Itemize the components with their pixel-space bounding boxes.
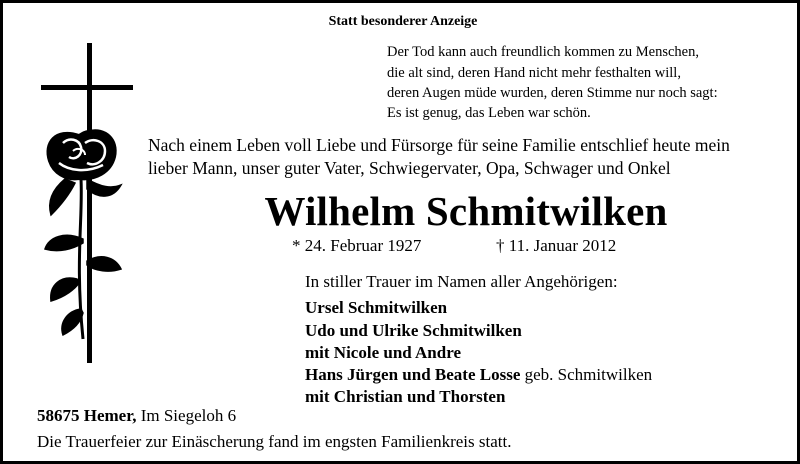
family-line-3: mit Nicole und Andre [305,343,462,362]
intro-line-2: lieber Mann, unser guter Vater, Schwiegervater, Opa, Schwager und Onkel [148,158,671,178]
poem-line-1: Der Tod kann auch freundlich kommen zu Menschen, [387,44,699,60]
poem-line-4: Es ist genug, das Leben war schön. [387,105,591,121]
poem-line-3: deren Augen müde wurden, deren Stimme nur noch sagt: [387,85,718,101]
family-line-5: mit Christian und Thorsten [305,387,506,406]
family-line-4-names: Hans Jürgen und Beate Losse [305,365,521,384]
address-street: Im Siegeloh 6 [136,406,237,425]
family-line-4-maiden: geb. Schmitwilken [520,365,653,384]
poem-line-2: die alt sind, deren Hand nicht mehr festhalten will, [387,65,681,81]
death-date: † 11. Januar 2012 [496,236,617,255]
address-city: 58675 Hemer, [37,406,137,425]
family-line-4 [305,366,652,383]
intro-line-1: Nach einem Leben voll Liebe und Fürsorge für seine Familie entschlief heute mein [148,135,730,155]
closing-note: Die Trauerfeier zur Einäscherung fand im engsten Familienkreis statt. [37,432,512,451]
header-title: Statt besonderer Anzeige [328,14,478,29]
family-line-1: Ursel Schmitwilken [305,298,448,317]
address [37,407,236,424]
birth-date: * 24. Februar 1927 [292,236,422,255]
rose-icon [45,130,121,339]
deceased-name: Wilhelm Schmitwilken [264,188,668,234]
cross-with-rose-icon [25,39,145,369]
mourning-line: In stiller Trauer im Namen aller Angehörigen: [305,272,618,291]
family-line-2: Udo und Ulrike Schmitwilken [305,321,522,340]
